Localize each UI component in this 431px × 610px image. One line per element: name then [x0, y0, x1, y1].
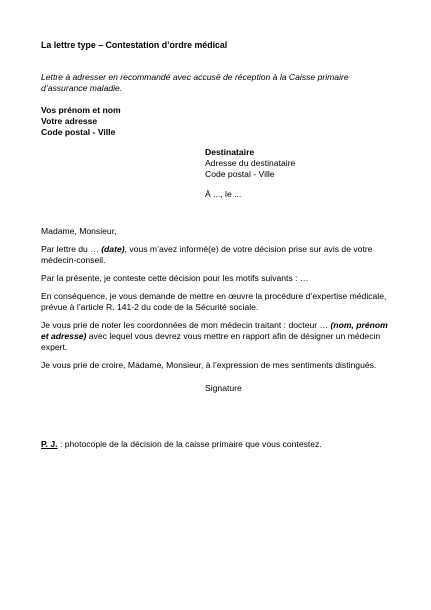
- sender-block: [41, 105, 121, 138]
- attachment-text: : photocopie de la décision de la caisse primaire que vous contestez.: [57, 439, 322, 449]
- paragraph-doctor-before: Je vous prie de noter les coordonnées de mon médecin traitant : docteur …: [41, 320, 331, 330]
- attachment-label: P. J.: [41, 439, 58, 449]
- doctor-placeholder: (nom, prénom et adresse): [41, 320, 388, 341]
- date-line: À ..., le ...: [205, 189, 242, 199]
- recipient-block: [205, 147, 295, 180]
- paragraph-date-before: Par lettre du …: [41, 244, 102, 254]
- recipient-address: Adresse du destinataire: [205, 158, 296, 168]
- date-placeholder: (date): [101, 244, 125, 254]
- recipient-title: Destinataire: [205, 147, 255, 157]
- sender-address: Votre adresse: [41, 116, 98, 126]
- salutation: Madame, Monsieur,: [41, 226, 117, 236]
- letter-body: [41, 226, 391, 378]
- sender-city: Code postal - Ville: [41, 127, 116, 137]
- intro-note: Lettre à adresser en recommandé avec accusé de réception à la Caisse primaire d’assurance maladie.: [41, 72, 349, 93]
- paragraph-expertise: En conséquence, je vous demande de mettre en œuvre la procédure d’expertise médicale, prévue à l’article R. 141-2 du code de la Sécurité sociale.: [41, 291, 387, 312]
- signature: Signature: [205, 383, 242, 393]
- paragraph-doctor: [41, 320, 391, 353]
- sender-name: Vos prénom et nom: [41, 105, 121, 115]
- paragraph-date-after: , vous m’avez informé(e) de votre décision prise sur avis de votre médecin-conseil.: [41, 244, 373, 265]
- recipient-city: Code postal - Ville: [205, 169, 275, 179]
- paragraph-date: [41, 244, 391, 266]
- paragraph-contest: Par la présente, je conteste cette décision pour les motifs suivants : …: [41, 273, 309, 283]
- letter-title: La lettre type – Contestation d’ordre médical: [41, 40, 228, 50]
- paragraph-doctor-after: avec lequel vous devrez vous mettre en rapport afin de désigner un médecin expert.: [41, 331, 381, 352]
- closing-formula: Je vous prie de croire, Madame, Monsieur, à l’expression de mes sentiments distingués.: [41, 360, 377, 370]
- attachment-note: [41, 439, 322, 450]
